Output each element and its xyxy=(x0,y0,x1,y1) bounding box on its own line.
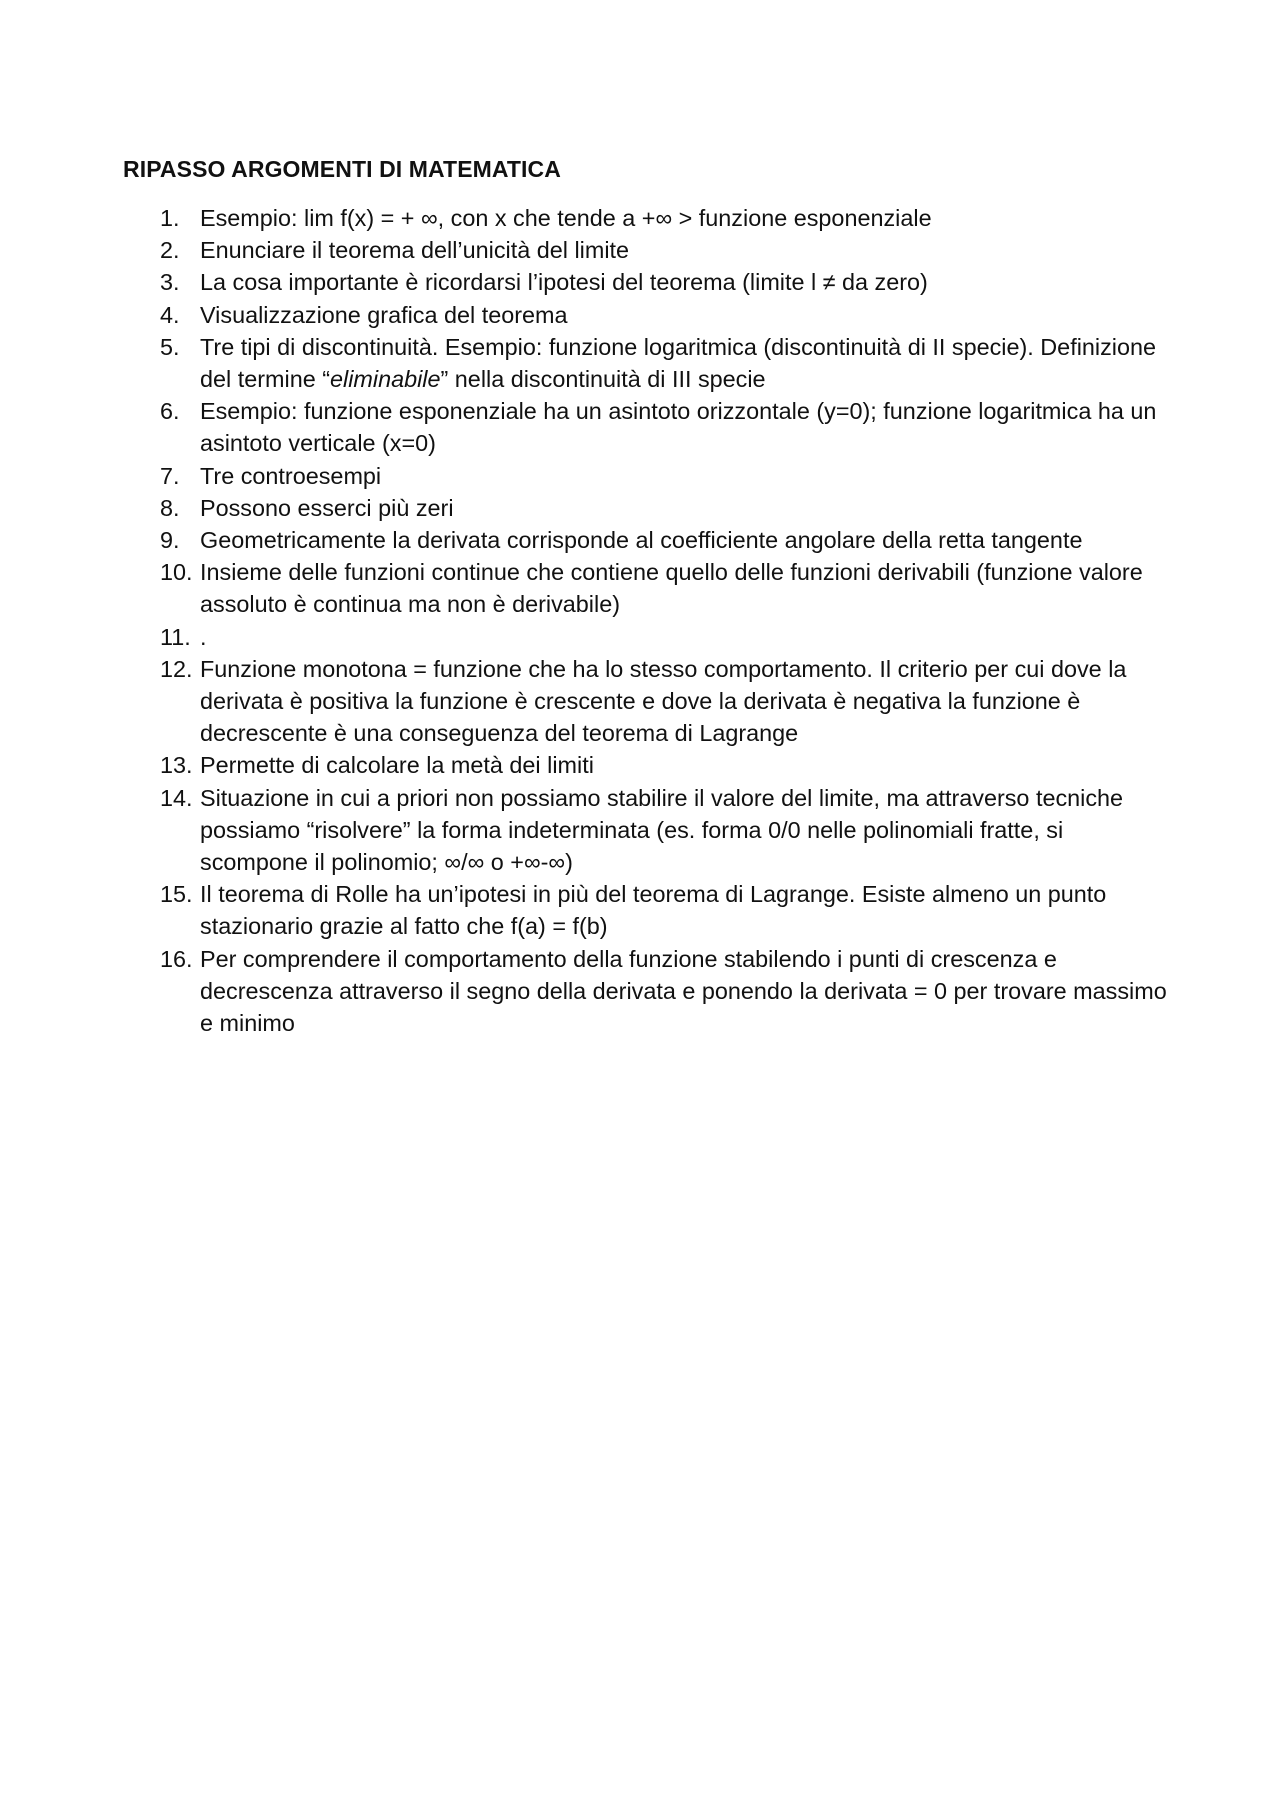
list-item-text: Insieme delle funzioni continue che contiene quello delle funzioni derivabili (funzione valore assoluto è continua ma non è derivabile) xyxy=(200,559,1143,618)
topic-list xyxy=(160,202,1170,1039)
list-item-text: Situazione in cui a priori non possiamo stabilire il valore del limite, ma attraverso tecniche possiamo “risolvere” la forma indeterminata (es. forma 0/0 nelle polinomiali fratte, si scompone il polinomio; ∞/∞ o +∞-∞) xyxy=(200,784,1124,876)
list-item xyxy=(160,492,1170,524)
list-item-number: 1. xyxy=(160,205,180,231)
list-item-number: 13. xyxy=(160,752,193,779)
list-item xyxy=(160,460,1170,492)
list-item-text xyxy=(200,331,1170,395)
list-item xyxy=(160,878,1170,942)
list-item-text: Possono esserci più zeri xyxy=(200,494,454,521)
list-item xyxy=(160,943,1170,1040)
list-item-text: Visualizzazione grafica del teorema xyxy=(200,301,568,328)
list-item-number: 6. xyxy=(160,398,180,425)
list-item-number: 9. xyxy=(160,527,180,554)
list-item-text: Esempio: funzione esponenziale ha un asintoto orizzontale (y=0); funzione logaritmica ha un asintoto verticale (x=0) xyxy=(200,398,1157,457)
list-item-number: 15. xyxy=(160,881,193,908)
list-item-text: Il teorema di Rolle ha un’ipotesi in più del teorema di Lagrange. Esiste almeno un punto stazionario grazie al fatto che f(a) = f(b) xyxy=(200,881,1107,940)
italic-term: eliminabile xyxy=(330,366,441,393)
list-item xyxy=(160,299,1170,331)
list-item-text: Permette di calcolare la metà dei limiti xyxy=(200,752,594,779)
list-item xyxy=(160,749,1170,781)
list-item xyxy=(160,395,1170,459)
list-item-number: 7. xyxy=(160,462,180,489)
list-item-text: Esempio: lim f(x) = + ∞, con x che tende a +∞ > funzione esponenziale xyxy=(200,205,932,231)
list-item-text-part: Tre tipi di discontinuità. Esempio: funzione logaritmica (discontinuità di II specie). Definizione del termine “ xyxy=(200,333,1157,393)
list-item-text: . xyxy=(200,623,207,650)
list-item-text: La cosa importante è ricordarsi l’ipotesi del teorema (limite l ≠ da zero) xyxy=(200,269,928,296)
list-item xyxy=(160,266,1170,298)
list-item-number: 14. xyxy=(160,784,193,811)
list-item-number: 8. xyxy=(160,494,180,521)
list-item xyxy=(160,621,1170,653)
list-item xyxy=(160,556,1170,620)
list-item-number: 3. xyxy=(160,269,180,296)
list-item-text: Tre controesempi xyxy=(200,462,382,489)
list-item-text: Geometricamente la derivata corrisponde al coefficiente angolare della retta tangente xyxy=(200,527,1083,554)
document-title: RIPASSO ARGOMENTI DI MATEMATICA xyxy=(123,156,561,182)
list-item-number: 16. xyxy=(160,945,193,972)
list-item xyxy=(160,653,1170,750)
list-item xyxy=(160,234,1170,266)
list-item-text: Enunciare il teorema dell’unicità del limite xyxy=(200,237,630,264)
list-item-number: 11. xyxy=(160,623,191,650)
list-item xyxy=(160,782,1170,879)
list-item-number: 5. xyxy=(160,333,180,360)
list-item-text: Funzione monotona = funzione che ha lo stesso comportamento. Il criterio per cui dove la derivata è positiva la funzione è crescente e dove la derivata è negativa la funzione è decrescente è una conseguenza del teorema di Lagrange xyxy=(200,655,1127,747)
list-item xyxy=(160,524,1170,556)
list-item-number: 4. xyxy=(160,301,180,328)
list-item xyxy=(160,331,1170,395)
list-item-text: Per comprendere il comportamento della funzione stabilendo i punti di crescenza e decrescenza attraverso il segno della derivata e ponendo la derivata = 0 per trovare massimo e minimo xyxy=(200,945,1167,1037)
list-item xyxy=(160,202,1170,234)
list-item-number: 2. xyxy=(160,237,180,264)
list-item-number: 12. xyxy=(160,655,193,682)
list-item-number: 10. xyxy=(160,559,193,586)
list-item-text-part: ” nella discontinuità di III specie xyxy=(440,366,766,393)
